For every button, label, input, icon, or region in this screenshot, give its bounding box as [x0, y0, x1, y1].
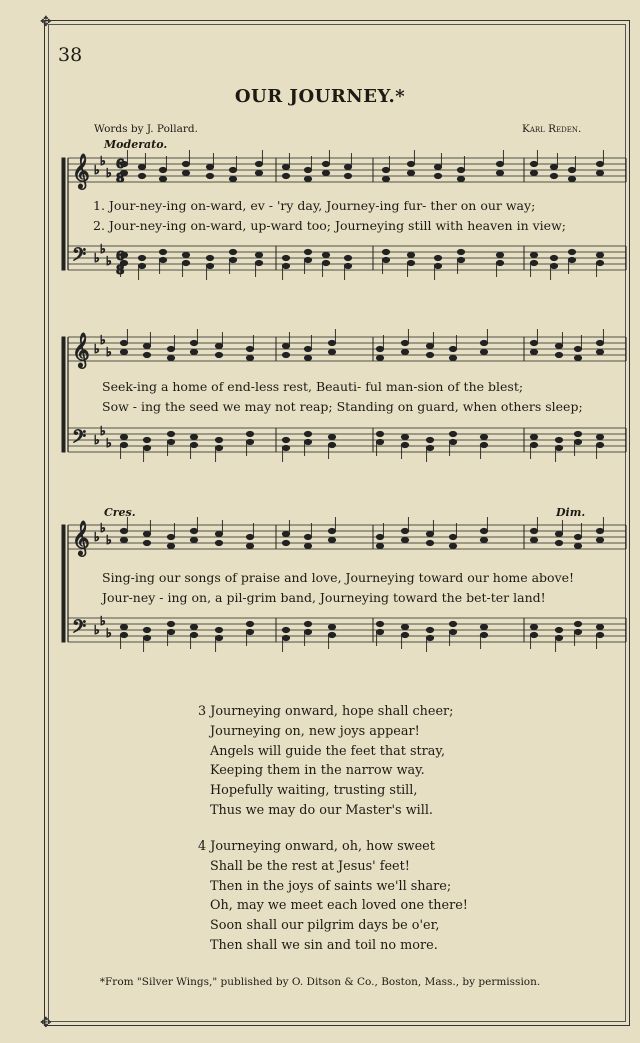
svg-text:8: 8: [116, 263, 125, 277]
system-3-lyric-1: Sing-ing our songs of praise and love, Journeying toward our home above!: [102, 570, 575, 585]
svg-text:𝄞: 𝄞: [72, 333, 90, 368]
svg-text:♭: ♭: [100, 333, 106, 347]
svg-text:♭: ♭: [106, 254, 112, 268]
svg-text:♭: ♭: [94, 251, 100, 265]
composer-credit: Karl Reden.: [522, 123, 582, 135]
svg-text:♭: ♭: [106, 166, 112, 180]
page-number: 38: [58, 44, 83, 66]
svg-text:𝄞: 𝄞: [72, 521, 90, 556]
verse-line: Shall be the rest at Jesus' feet!: [210, 858, 410, 874]
system-2-lyric-1: Seek-ing a home of end-less rest, Beauti- ful man-sion of the blest;: [102, 379, 524, 394]
verse-line: Journeying on, new joys appear!: [210, 723, 420, 739]
verse-line: 4 Journeying onward, oh, how sweet: [198, 839, 435, 854]
svg-text:𝄢: 𝄢: [72, 427, 87, 452]
verse-line: Soon shall our pilgrim days be o'er,: [210, 918, 440, 934]
verse-line: Oh, may we meet each loved one there!: [210, 898, 468, 914]
corner-ornament-icon: ✥: [40, 14, 52, 30]
svg-text:♭: ♭: [94, 163, 100, 177]
svg-text:8: 8: [116, 171, 125, 185]
svg-text:♭: ♭: [100, 242, 106, 256]
svg-text:♭: ♭: [106, 436, 112, 450]
system-3-lyric-2: Jour-ney - ing on, a pil-grim band, Journeying toward the bet-ter land!: [102, 590, 546, 605]
verse-line: Hopefully waiting, trusting still,: [210, 783, 418, 799]
hymn-title: OUR JOURNEY.*: [234, 86, 406, 107]
verse-line: 3 Journeying onward, hope shall cheer;: [198, 704, 454, 719]
corner-ornament-icon: ✥: [40, 1015, 52, 1031]
svg-text:♭: ♭: [100, 424, 106, 438]
svg-text:♭: ♭: [106, 345, 112, 359]
system-1-lyric-1: 1. Jour-ney-ing on-ward, ev - 'ry day, Journey-ing fur- ther on our way;: [93, 198, 536, 213]
verse-3: [198, 702, 453, 821]
verse-line: Keeping them in the narrow way.: [210, 763, 425, 779]
footnote: *From "Silver Wings," published by O. Ditson & Co., Boston, Mass., by permission.: [99, 976, 541, 988]
svg-text:6: 6: [116, 157, 125, 171]
dynamic-dim: Dim.: [556, 506, 586, 519]
svg-text:♭: ♭: [94, 342, 100, 356]
svg-text:♭: ♭: [106, 626, 112, 640]
svg-text:♭: ♭: [106, 533, 112, 547]
system-1-lyric-2: 2. Jour-ney-ing on-ward, up-ward too; Journeying still with heaven in view;: [93, 218, 566, 233]
tempo-moderato: Moderato.: [104, 138, 168, 151]
lyricist-credit: Words by J. Pollard.: [94, 123, 198, 135]
svg-text:♭: ♭: [94, 530, 100, 544]
svg-text:♭: ♭: [100, 614, 106, 628]
svg-text:𝄢: 𝄢: [72, 245, 87, 270]
verse-line: Angels will guide the feet that stray,: [210, 743, 446, 759]
svg-text:♭: ♭: [94, 623, 100, 637]
svg-text:♭: ♭: [94, 433, 100, 447]
svg-text:𝄞: 𝄞: [72, 154, 90, 189]
svg-text:♭: ♭: [100, 521, 106, 535]
dynamic-cres: Cres.: [104, 506, 136, 519]
verse-4: [198, 837, 468, 956]
svg-text:6: 6: [116, 249, 125, 263]
verse-line: Then in the joys of saints we'll share;: [210, 878, 452, 894]
svg-text:♭: ♭: [100, 154, 106, 168]
verse-line: Thus we may do our Master's will.: [210, 802, 433, 818]
system-2-lyric-2: Sow - ing the seed we may not reap; Standing on guard, when others sleep;: [102, 399, 583, 414]
verse-line: Then shall we sin and toil no more.: [210, 937, 438, 953]
svg-text:𝄢: 𝄢: [72, 617, 87, 642]
